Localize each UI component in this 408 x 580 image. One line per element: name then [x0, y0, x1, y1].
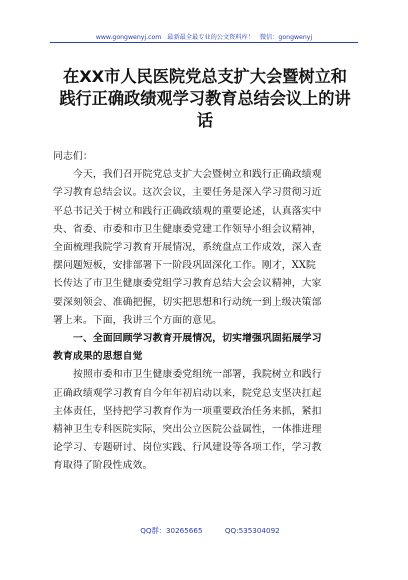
document-title [50, 66, 360, 132]
text-line: 按照市委和市卫生健康委党组统一部署，我院树立和践行 [73, 369, 322, 381]
text-line: 要深刻领会、准确把握，切实把思想和行动统一到上级决策部 [53, 296, 322, 308]
header-wechat: 微信：gongwenyj [259, 34, 313, 41]
text-line: 摆问题短板，安排部署下一阶段巩固深化工作。刚才，XX院 [53, 260, 316, 272]
document-header [52, 32, 356, 41]
header-slogan: 最新最全最专业的公文资料库！ [167, 34, 254, 41]
section-heading-1 [53, 330, 355, 366]
text-line: 平总书记关于树立和践行正确政绩观的重要论述，认真落实中 [53, 205, 322, 217]
text-line: 论学习、专题研讨、岗位实践、行风建设等各项工作，学习教 [53, 442, 322, 454]
title-line: 践行正确政绩观学习教育总结会议上的讲 [59, 89, 351, 108]
text-line: 央、省委、市委和市卫生健康委党建工作领导小组会议精神， [53, 223, 322, 235]
salutation: 同志们： [53, 151, 93, 162]
heading-line: 教育成果的思想自觉 [53, 351, 143, 363]
text-line: 育取得了阶段性成效。 [53, 460, 153, 472]
footer-qq-group: QQ群：30265665 [140, 526, 203, 535]
text-line: 全面梳理我院学习教育开展情况，系统盘点工作成效，深入查 [53, 242, 322, 254]
text-line: 署上来。下面，我讲三个方面的意见。 [53, 314, 223, 326]
text-line: 学习教育总结会议。这次会议，主要任务是深入学习贯彻习近 [53, 187, 322, 199]
title-line: 在XX市人民医院党总支扩大会暨树立和 [63, 67, 347, 86]
text-line: 主体责任，坚持把学习教育作为一项重要政治任务来抓，紧扣 [53, 405, 322, 417]
text-line: 精神卫生专科医院实际，突出公立医院公益属性，一体推进理 [53, 424, 322, 436]
heading-line: 一、全面回顾学习教育开展情况，切实增强巩固拓展学习 [73, 333, 322, 345]
header-site-link[interactable]: www.gongwenyj.com [95, 34, 162, 41]
paragraph-section-1 [53, 366, 355, 475]
footer-qq: QQ:535304092 [224, 526, 280, 535]
title-line: 话 [196, 111, 214, 130]
document-body [53, 148, 355, 476]
header-divider [50, 42, 358, 43]
document-footer [110, 526, 310, 536]
text-line: 今天，我们召开院党总支扩大会暨树立和践行正确政绩观 [73, 169, 322, 181]
text-line: 正确政绩观学习教育自今年年初启动以来，院党总支坚决扛起 [53, 387, 322, 399]
text-line: 长传达了市卫生健康委党组学习教育总结大会会议精神，大家 [53, 278, 322, 290]
paragraph-intro [53, 166, 355, 330]
